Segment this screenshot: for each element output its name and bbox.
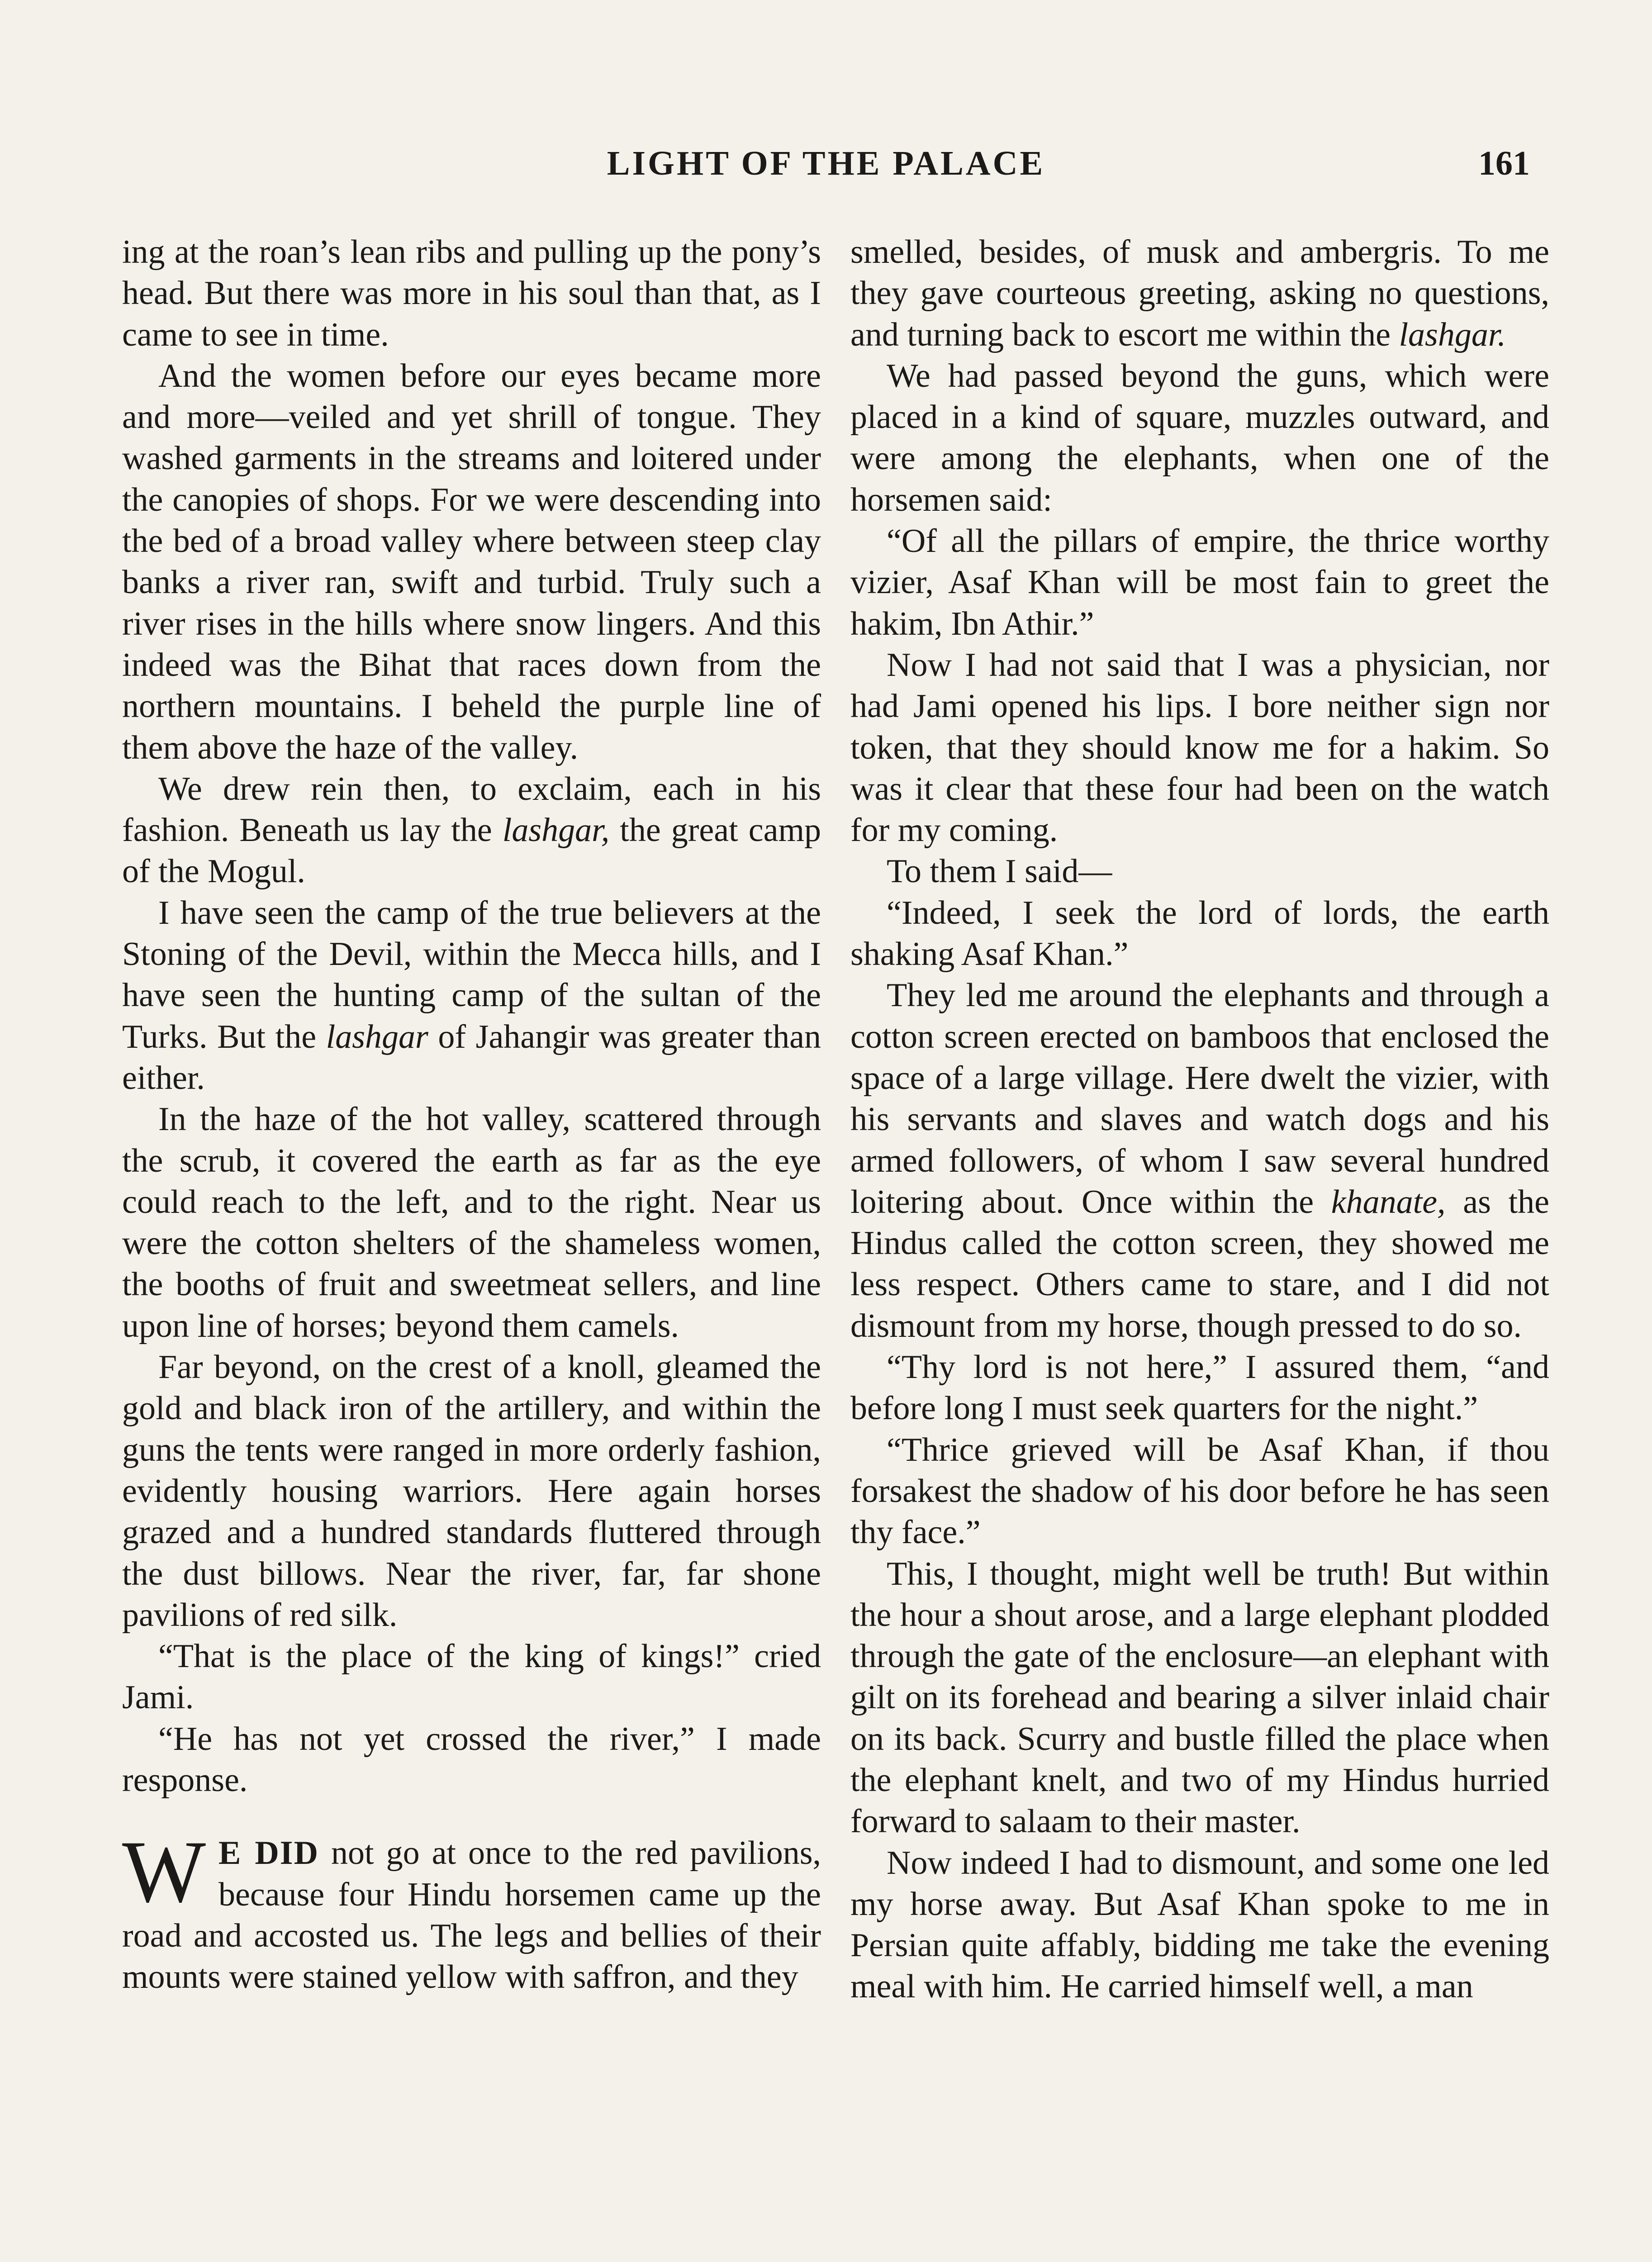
small-caps-lead: E DID bbox=[218, 1834, 319, 1872]
paragraph: “That is the place of the king of kings!” cried Jami. bbox=[122, 1638, 821, 1716]
drop-cap: W bbox=[122, 1823, 206, 1921]
paragraph: “Of all the pillars of empire, the thrice worthy vizier, Asaf Khan will be most fain to greet the hakim, Ibn Athir.” bbox=[850, 523, 1549, 642]
page-header bbox=[122, 144, 1530, 194]
italic-term: lashgar. bbox=[1399, 316, 1506, 353]
paragraph: “Thrice grieved will be Asaf Khan, if thou forsakest the shadow of his door before he has seen thy face.” bbox=[850, 1431, 1549, 1551]
italic-term: khanate, bbox=[1331, 1183, 1446, 1221]
paragraph: And the women before our eyes became more and more—veiled and yet shrill of tongue. They washed garments in the streams and loitered under the canopies of shops. For we were descending into the bed of a broad valley where between steep clay banks a river ran, swift and turbid. Truly such a river rises in the hills where snow lingers. And this indeed was the Bihat that races down from the northern mountains. I beheld the purple line of them above the haze of the valley. bbox=[122, 357, 821, 766]
page-number: 161 bbox=[1478, 144, 1530, 182]
paragraph: I have seen the camp of the true believers at the Stoning of the Devil, within the Mecca hills, and I have seen the hunting camp of the sultan of the Turks. But the lashgar of Jahangir was greater than either. bbox=[122, 894, 821, 1097]
paragraph: ing at the roan’s lean ribs and pulling up the pony’s head. But there was more in his soul than that, as I came to see in time. bbox=[122, 233, 821, 353]
paragraph: “Thy lord is not here,” I assured them, “and before long I must seek quarters for the night.” bbox=[850, 1349, 1549, 1427]
left-column bbox=[122, 232, 821, 1998]
paragraph: “He has not yet crossed the river,” I made response. bbox=[122, 1720, 821, 1799]
italic-term: lashgar bbox=[326, 1018, 428, 1055]
paragraph: “Indeed, I seek the lord of lords, the earth shaking Asaf Khan.” bbox=[850, 894, 1549, 973]
right-column bbox=[850, 232, 1549, 2008]
paragraph: We drew rein then, to exclaim, each in his fashion. Beneath us lay the lashgar, the great camp of the Mogul. bbox=[122, 770, 821, 890]
section-opening-paragraph: W E DID not go at once to the red pavilions, because four Hindu horsemen came up the road and accosted us. The legs and bellies of their mounts were stained yellow with saffron, and they bbox=[122, 1823, 821, 1996]
paragraph: In the haze of the hot valley, scattered through the scrub, it covered the earth as far as the eye could reach to the left, and to the right. Near us were the cotton shelters of the shameless women, the booths of fruit and sweetmeat sellers, and line upon line of horses; beyond them camels. bbox=[122, 1101, 821, 1345]
italic-term: lashgar, bbox=[502, 812, 610, 849]
paragraph: To them I said— bbox=[887, 853, 1112, 890]
paragraph: Now indeed I had to dismount, and some one led my horse away. But Asaf Khan spoke to me in Persian quite affably, bidding me take the evening meal with him. He carried himself well, a man bbox=[850, 1844, 1549, 2005]
running-title: LIGHT OF THE PALACE bbox=[607, 144, 1045, 182]
paragraph: This, I thought, might well be truth! But within the hour a shout arose, and a large elephant plodded through the gate of the enclosure—an elephant with gilt on its forehead and bearing a silver inlaid chair on its back. Scurry and bustle filled the place when the elephant knelt, and two of my Hindus hurried forward to salaam to their master. bbox=[850, 1555, 1549, 1840]
paragraph: Far beyond, on the crest of a knoll, gleamed the gold and black iron of the artillery, and within the guns the tents were ranged in more orderly fashion, evidently housing warriors. Here again horses grazed and a hundred standards fluttered through the dust billows. Near the river, far, far shone pavilions of red silk. bbox=[122, 1349, 821, 1634]
paragraph: They led me around the elephants and through a cotton screen erected on bamboos that enclosed the space of a large village. Here dwelt the vizier, with his servants and slaves and watch dogs and his armed followers, of whom I saw several hundred loitering about. Once within the khanate, as the Hindus called the cotton screen, they showed me less respect. Others came to stare, and I did not dismount from my horse, though pressed to do so. bbox=[850, 977, 1549, 1345]
paragraph: Now I had not said that I was a physician, nor had Jami opened his lips. I bore neither sign nor token, that they should know me for a hakim. So was it clear that these four had been on the watch for my coming. bbox=[850, 646, 1549, 849]
paragraph: smelled, besides, of musk and ambergris. To me they gave courteous greeting, asking no questions, and turning back to escort me within the lashgar. bbox=[850, 233, 1549, 353]
paragraph: We had passed beyond the guns, which were placed in a kind of square, muzzles outward, and were among the elephants, when one of the horsemen said: bbox=[850, 357, 1549, 518]
